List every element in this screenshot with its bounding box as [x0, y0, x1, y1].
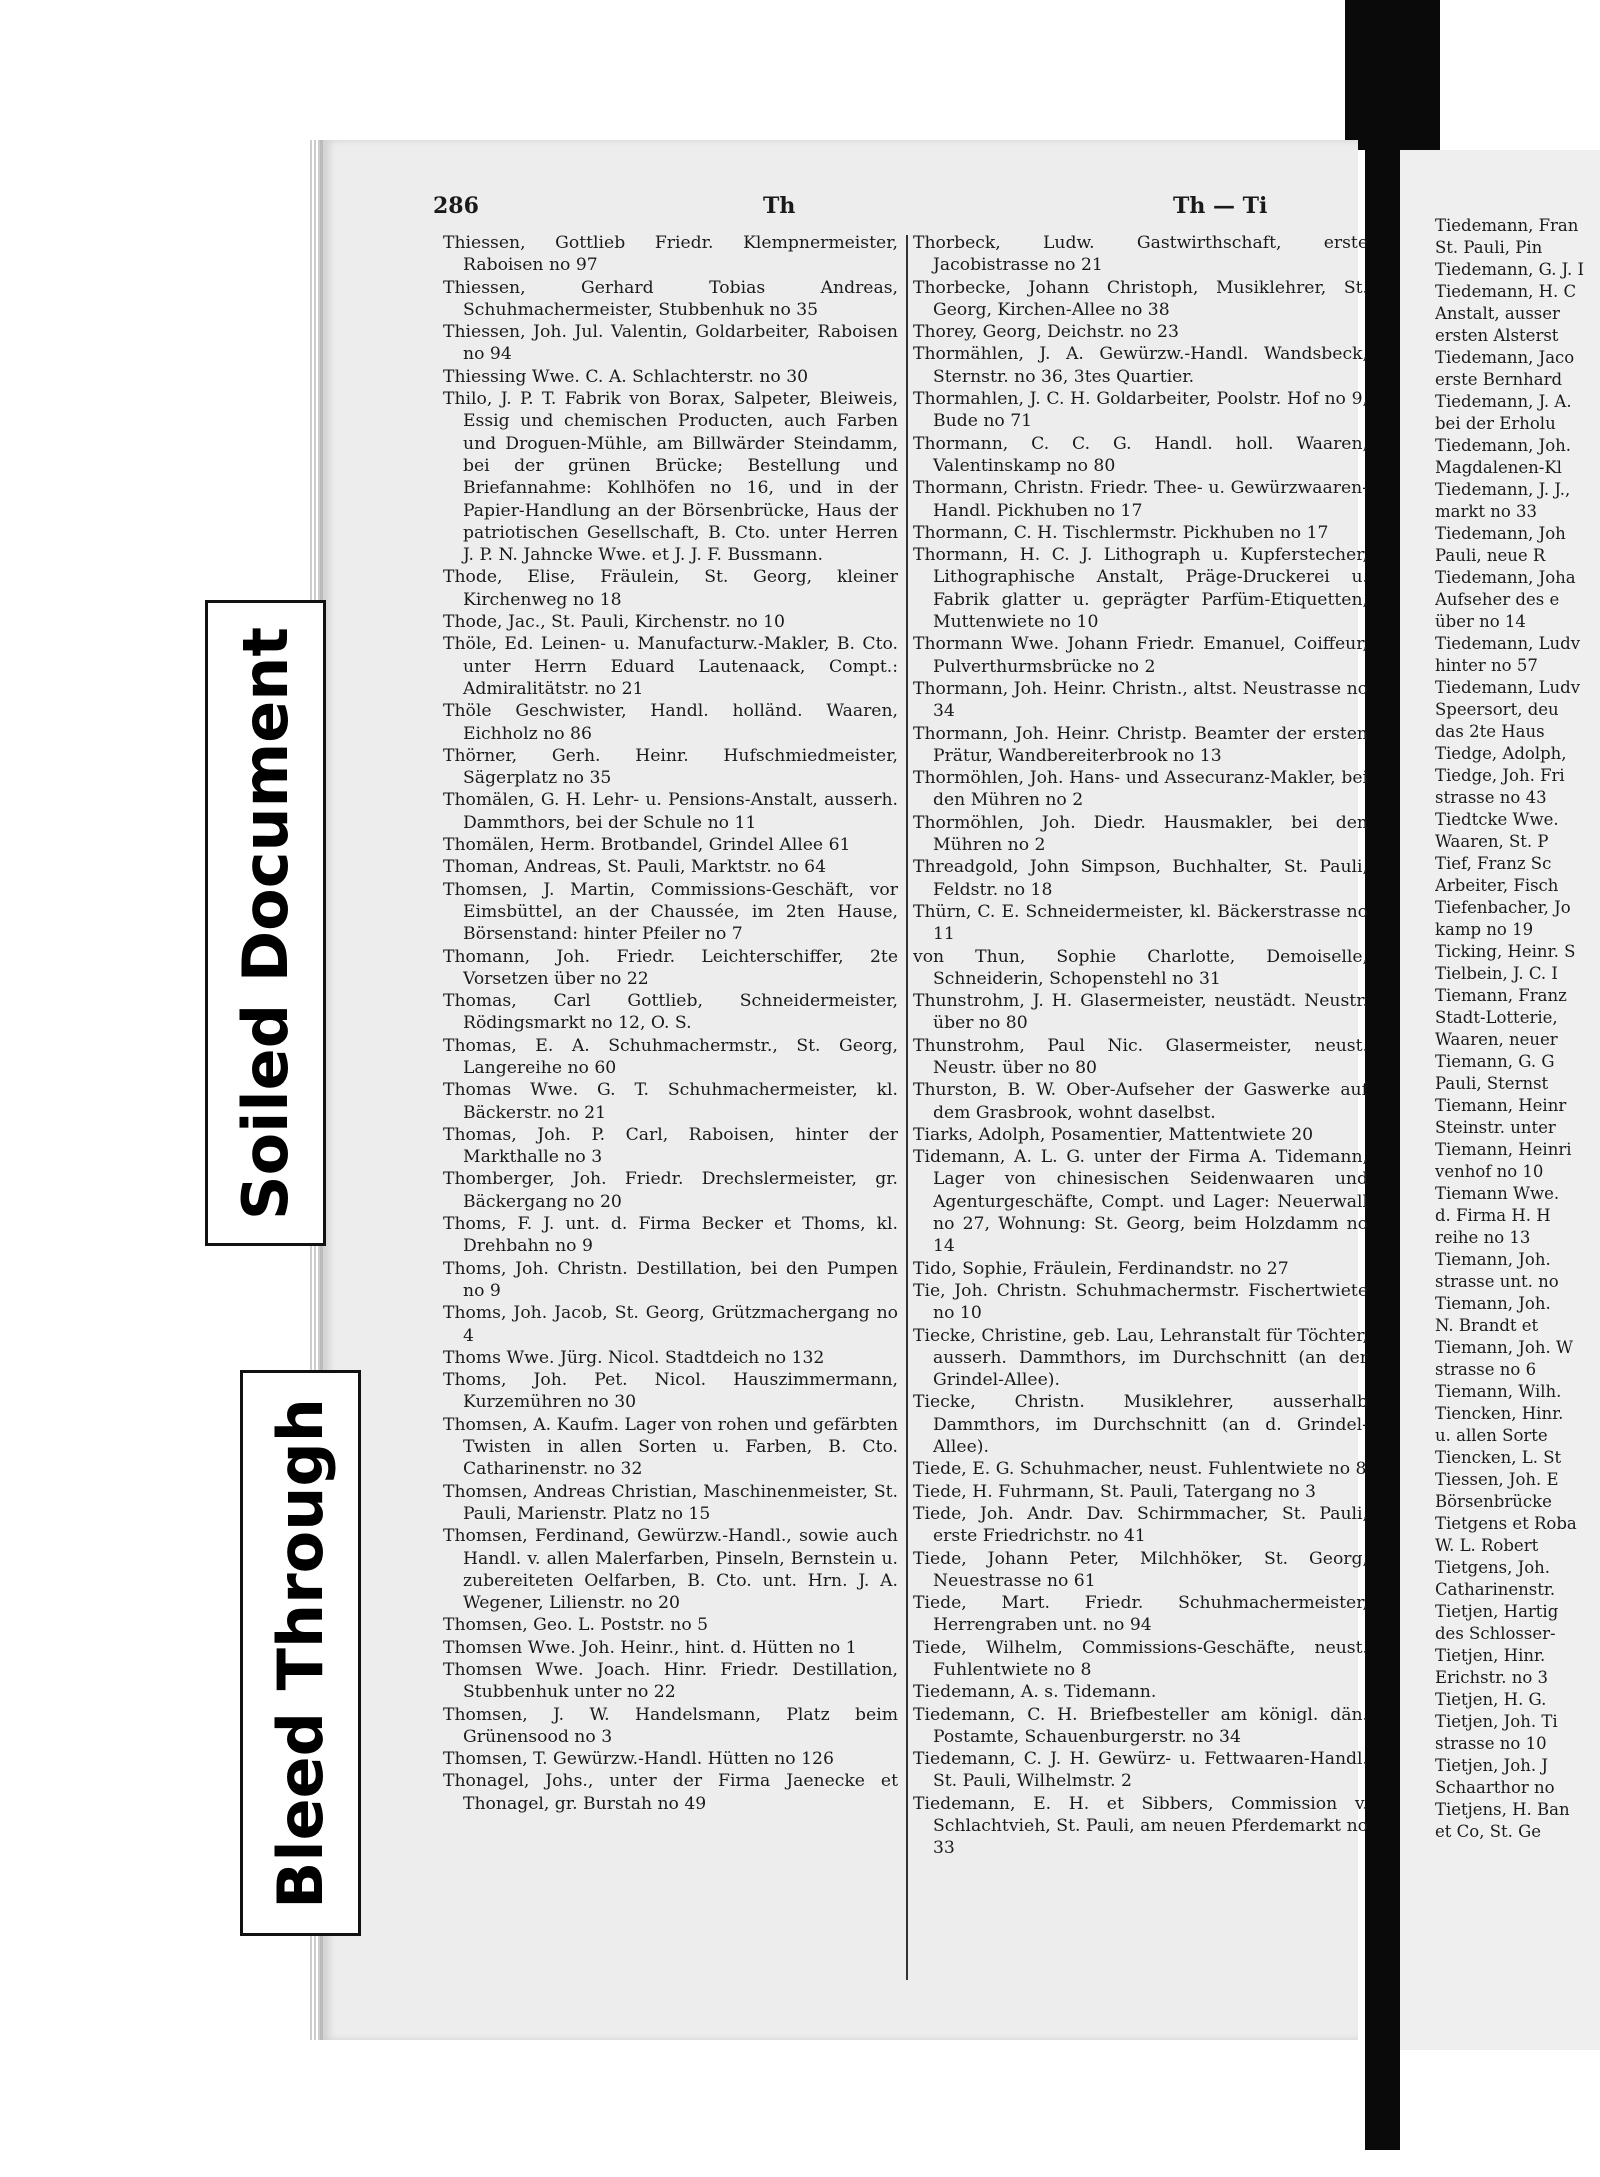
directory-entry: Tiedemann, C. J. H. Gewürz- u. Fettwaaren-Handl. St. Pauli, Wilhelmstr. 2 [913, 1749, 1368, 1792]
directory-entry: Tietgens et Roba [1435, 1514, 1577, 1533]
directory-entry: hinter no 57 [1435, 656, 1538, 675]
directory-entry: Tidemann, A. L. G. unter der Firma A. Tidemann, Lager von chinesischen Seidenwaaren und Agenturgeschäfte, Compt. und Lager: Neuerwall no 27, Wohnung: St. Georg, beim Holzdamm no 14 [913, 1147, 1368, 1257]
directory-entry: Tiede, Wilhelm, Commissions-Geschäfte, neust. Fuhlentwiete no 8 [913, 1637, 1368, 1680]
directory-entry: Tiedemann, E. H. et Sibbers, Commission v. Schlachtvieh, St. Pauli, am neuen Pferdemarkt no 33 [913, 1793, 1368, 1859]
directory-entry: Thomas, E. A. Schuhmachermstr., St. Georg, Langereihe no 60 [443, 1035, 898, 1078]
directory-entry: ersten Alsterst [1435, 326, 1559, 345]
directory-entry: Thiessen, Gerhard Tobias Andreas, Schuhmachermeister, Stubbenhuk no 35 [443, 277, 898, 320]
directory-entry: Thormann, Christn. Friedr. Thee- u. Gewürzwaaren-Handl. Pickhuben no 17 [913, 478, 1368, 521]
directory-entry: Tiemann, Joh. W [1435, 1338, 1573, 1357]
soiled-document-label [205, 600, 326, 1246]
directory-entry: Tietjen, Hartig [1435, 1602, 1559, 1621]
scan-border-right [1365, 150, 1400, 2150]
directory-entry: Catharinenstr. [1435, 1580, 1556, 1599]
directory-entry: et Co, St. Ge [1435, 1822, 1542, 1841]
bleed-through-label [240, 1370, 361, 1936]
directory-entry: Tiemann, Joh. [1435, 1294, 1551, 1313]
directory-entry: Thormann, C. C. G. Handl. holl. Waaren, Valentinskamp no 80 [913, 433, 1368, 476]
directory-entry: Thiessen, Gottlieb Friedr. Klempnermeister, Raboisen no 97 [443, 233, 898, 276]
directory-entry: Thode, Elise, Fräulein, St. Georg, kleiner Kirchenweg no 18 [443, 567, 898, 610]
directory-entry: erste Bernhard [1435, 370, 1563, 389]
directory-entry: Erichstr. no 3 [1435, 1668, 1549, 1687]
directory-entry: Thomberger, Joh. Friedr. Drechslermeister, gr. Bäckergang no 20 [443, 1169, 898, 1212]
directory-entry: Thürn, C. E. Schneidermeister, kl. Bäckerstrasse no 11 [913, 901, 1368, 945]
directory-entry: Thoms, Joh. Christn. Destillation, bei den Pumpen no 9 [443, 1258, 898, 1301]
directory-entry: Pauli, neue R [1435, 546, 1546, 565]
directory-entry: Tiedemann, Joh [1435, 524, 1566, 543]
directory-entry: strasse no 6 [1435, 1360, 1537, 1379]
directory-entry: Thorbeck, Ludw. Gastwirthschaft, erste Jacobistrasse no 21 [913, 233, 1368, 276]
directory-entry: Tiedemann, Jaco [1435, 348, 1575, 367]
directory-entry: Schaarthor no [1435, 1778, 1555, 1797]
directory-entry: Thonagel, Johs., unter der Firma Jaenecke et Thonagel, gr. Burstah no 49 [443, 1771, 898, 1814]
directory-entry: Thomsen, Andreas Christian, Maschinenmeister, St. Pauli, Marienstr. Platz no 15 [443, 1481, 898, 1524]
directory-entry: Tiede, Mart. Friedr. Schuhmachermeister, Herrengraben unt. no 94 [913, 1593, 1368, 1636]
right-column [913, 232, 1368, 2012]
column-divider [906, 235, 908, 1980]
directory-entry: Thomälen, G. H. Lehr- u. Pensions-Anstalt, ausserh. Dammthors, bei der Schule no 11 [443, 790, 898, 833]
directory-entry: Thormann, Joh. Heinr. Christp. Beamter der ersten Prätur, Wandbereiterbrook no 13 [913, 723, 1368, 766]
directory-entry: kamp no 19 [1435, 920, 1534, 939]
adjacent-page-column [1435, 215, 1600, 2035]
directory-entry: Thoms, Joh. Jacob, St. Georg, Grützmachergang no 4 [443, 1303, 898, 1346]
directory-entry: Tiecke, Christine, geb. Lau, Lehranstalt für Töchter, ausserh. Dammthors, im Durchschnitt (an der Grindel-Allee). [913, 1325, 1368, 1391]
directory-entry: Thomas Wwe. G. T. Schuhmachermeister, kl. Bäckerstr. no 21 [443, 1080, 898, 1123]
directory-entry: Thurston, B. W. Ober-Aufseher der Gaswerke auf dem Grasbrook, wohnt daselbst. [913, 1080, 1368, 1123]
directory-entry: Thomsen, T. Gewürzw.-Handl. Hütten no 126 [443, 1749, 834, 1770]
directory-entry: Thormahlen, J. C. H. Goldarbeiter, Poolstr. Hof no 9, Bude no 71 [913, 389, 1368, 432]
directory-entry: venhof no 10 [1435, 1162, 1544, 1181]
directory-entry: Thomann, Joh. Friedr. Leichterschiffer, 2te Vorsetzen über no 22 [443, 946, 898, 989]
directory-entry: Thormann Wwe. Johann Friedr. Emanuel, Coiffeur, Pulverthurmsbrücke no 2 [913, 634, 1368, 677]
directory-entry: Thiessing Wwe. C. A. Schlachterstr. no 30 [443, 366, 809, 387]
directory-entry: Anstalt, ausser [1435, 304, 1560, 323]
directory-entry: Tietjen, H. G. [1435, 1690, 1547, 1709]
directory-entry: Tiede, E. G. Schuhmacher, neust. Fuhlentwiete no 8 [913, 1459, 1367, 1480]
directory-entry: Pauli, Sternst [1435, 1074, 1549, 1093]
directory-entry: Tiedge, Joh. Fri [1435, 766, 1565, 785]
directory-entry: strasse no 43 [1435, 788, 1547, 807]
page-number: 286 [433, 193, 479, 219]
directory-entry: Tiedtcke Wwe. [1435, 810, 1559, 829]
directory-entry: reihe no 13 [1435, 1228, 1531, 1247]
directory-entry: u. allen Sorte [1435, 1426, 1548, 1445]
directory-entry: Thomsen Wwe. Joach. Hinr. Friedr. Destillation, Stubbenhuk unter no 22 [443, 1660, 898, 1703]
directory-entry: strasse unt. no [1435, 1272, 1559, 1291]
directory-entry: Thomälen, Herm. Brotbandel, Grindel Allee 61 [443, 835, 851, 856]
directory-entry: Tiarks, Adolph, Posamentier, Mattentwiete 20 [913, 1124, 1314, 1145]
directory-entry: Steinstr. unter [1435, 1118, 1556, 1137]
directory-entry: Tiemann, Joh. [1435, 1250, 1551, 1269]
directory-page [320, 140, 1368, 2040]
directory-entry: Thomsen, J. W. Handelsmann, Platz beim Grünensood no 3 [443, 1704, 898, 1747]
directory-entry: Thomsen, A. Kaufm. Lager von rohen und gefärbten Twisten in allen Sorten u. Farben, B. Cto. Catharinenstr. no 32 [443, 1414, 898, 1480]
directory-entry: Thoman, Andreas, St. Pauli, Marktstr. no 64 [443, 857, 827, 878]
directory-entry: Ticking, Heinr. S [1435, 942, 1576, 961]
directory-entry: Tiemann, Franz [1435, 986, 1567, 1005]
directory-entry: Tietgens, Joh. [1435, 1558, 1551, 1577]
directory-entry: Aufseher des e [1435, 590, 1560, 609]
directory-entry: d. Firma H. H [1435, 1206, 1551, 1225]
page-header [433, 193, 1338, 225]
directory-entry: Thomas, Carl Gottlieb, Schneidermeister, Rödingsmarkt no 12, O. S. [443, 991, 898, 1034]
directory-entry: Tido, Sophie, Fräulein, Ferdinandstr. no 27 [913, 1258, 1289, 1279]
directory-entry: Tiedemann, J. J., [1435, 480, 1571, 499]
directory-entry: Thunstrohm, J. H. Glasermeister, neustädt. Neustr. über no 80 [913, 991, 1368, 1034]
right-running-head: Th — Ti [1173, 193, 1268, 219]
directory-entry: Thoms, F. J. unt. d. Firma Becker et Thoms, kl. Drehbahn no 9 [443, 1214, 898, 1257]
directory-entry: Thorey, Georg, Deichstr. no 23 [913, 322, 1179, 343]
adjacent-page [1400, 150, 1600, 2050]
directory-entry: Tiedemann, G. J. I [1435, 260, 1585, 279]
directory-entry: Tiedemann, Fran [1435, 216, 1579, 235]
directory-entry: N. Brandt et [1435, 1316, 1539, 1335]
directory-entry: Börsenbrücke [1435, 1492, 1552, 1511]
bleed-through-text: Bleed Through [264, 1397, 337, 1909]
directory-entry: Tiedemann, C. H. Briefbesteller am königl. dän. Postamte, Schauenburgerstr. no 34 [913, 1704, 1368, 1747]
directory-entry: markt no 33 [1435, 502, 1538, 521]
directory-entry: Thomsen, J. Martin, Commissions-Geschäft, vor Eimsbüttel, an der Chaussée, im 2ten Hause, Börsenstand: hinter Pfeiler no 7 [443, 879, 898, 945]
directory-entry: Tiedemann, H. C [1435, 282, 1577, 301]
directory-entry: Stadt-Lotterie, [1435, 1008, 1558, 1027]
directory-entry: Tiessen, Joh. E [1435, 1470, 1559, 1489]
soiled-document-text: Soiled Document [229, 626, 302, 1220]
directory-entry: Tie, Joh. Christn. Schuhmachermstr. Fischertwiete no 10 [913, 1280, 1368, 1324]
directory-entry: Waaren, neuer [1435, 1030, 1558, 1049]
directory-entry: Thormählen, J. A. Gewürzw.-Handl. Wandsbeck, Sternstr. no 36, 3tes Quartier. [913, 344, 1368, 387]
directory-entry: bei der Erholu [1435, 414, 1556, 433]
directory-entry: Tiefenbacher, Jo [1435, 898, 1571, 917]
directory-entry: Thomas, Joh. P. Carl, Raboisen, hinter der Markthalle no 3 [443, 1124, 898, 1168]
directory-entry: des Schlosser- [1435, 1624, 1556, 1643]
directory-entry: Tietjens, H. Ban [1435, 1800, 1570, 1819]
directory-entry: Tiencken, L. St [1435, 1448, 1562, 1467]
directory-entry: Tiedge, Adolph, [1435, 744, 1567, 763]
directory-entry: von Thun, Sophie Charlotte, Demoiselle, Schneiderin, Schopenstehl no 31 [913, 946, 1368, 989]
directory-entry: Magdalenen-Kl [1435, 458, 1562, 477]
directory-entry: Thöle Geschwister, Handl. holländ. Waaren, Eichholz no 86 [443, 701, 898, 744]
directory-entry: Tiede, H. Fuhrmann, St. Pauli, Tatergang no 3 [913, 1481, 1316, 1502]
directory-entry: Thormann, H. C. J. Lithograph u. Kupferstecher, Lithographische Anstalt, Präge-Druckerei u. Fabrik glatter u. geprägter Parfüm-Etiquetten, Muttenwiete no 10 [913, 545, 1368, 633]
directory-entry: Tiedemann, Ludv [1435, 634, 1581, 653]
directory-entry: Tietjen, Joh. Ti [1435, 1712, 1558, 1731]
directory-entry: Thoms, Joh. Pet. Nicol. Hauszimmermann, Kurzemühren no 30 [443, 1370, 898, 1413]
directory-entry: Tief, Franz Sc [1435, 854, 1552, 873]
directory-entry: Tiede, Johann Peter, Milchhöker, St. Georg, Neuestrasse no 61 [913, 1548, 1368, 1591]
directory-entry: Speersort, deu [1435, 700, 1559, 719]
directory-entry: Thoms Wwe. Jürg. Nicol. Stadtdeich no 132 [443, 1347, 825, 1368]
directory-entry: Thormann, Joh. Heinr. Christn., altst. Neustrasse no 34 [913, 678, 1368, 722]
left-running-head: Th [763, 193, 796, 219]
directory-entry: Thunstrohm, Paul Nic. Glasermeister, neust. Neustr. über no 80 [913, 1035, 1368, 1078]
directory-entry: strasse no 10 [1435, 1734, 1547, 1753]
directory-entry: Thormann, C. H. Tischlermstr. Pickhuben no 17 [913, 522, 1329, 543]
directory-entry: Thomsen Wwe. Joh. Heinr., hint. d. Hütten no 1 [443, 1637, 857, 1658]
directory-entry: Tiedemann, J. A. [1435, 392, 1572, 411]
directory-entry: Thomsen, Ferdinand, Gewürzw.-Handl., sowie auch Handl. v. allen Malerfarben, Pinseln, Bernstein u. zubereiteten Oelfarben, B. Cto. unt. Hrn. J. A. Wegener, Lilienstr. no 20 [443, 1526, 898, 1614]
directory-entry: Thode, Jac., St. Pauli, Kirchenstr. no 10 [443, 612, 785, 633]
directory-entry: Tiemann, Wilh. [1435, 1382, 1562, 1401]
directory-entry: Thorbecke, Johann Christoph, Musiklehrer, St. Georg, Kirchen-Allee no 38 [913, 277, 1368, 320]
directory-entry: Tietjen, Hinr. [1435, 1646, 1546, 1665]
directory-entry: Tiecke, Christn. Musiklehrer, ausserhalb Dammthors, im Durchschnitt (an d. Grindel-Allee). [913, 1392, 1368, 1458]
directory-entry: Tiemann, Heinr [1435, 1096, 1567, 1115]
directory-entry: Tiedemann, Ludv [1435, 678, 1581, 697]
directory-entry: Tietjen, Joh. J [1435, 1756, 1548, 1775]
directory-entry: Waaren, St. P [1435, 832, 1549, 851]
directory-entry: Tiedemann, Joh. [1435, 436, 1572, 455]
directory-entry: Thiessen, Joh. Jul. Valentin, Goldarbeiter, Raboisen no 94 [443, 322, 898, 365]
directory-entry: Tiede, Joh. Andr. Dav. Schirmmacher, St. Pauli, erste Friedrichstr. no 41 [913, 1503, 1368, 1547]
directory-entry: das 2te Haus [1435, 722, 1545, 741]
directory-entry: Threadgold, John Simpson, Buchhalter, St. Pauli, Feldstr. no 18 [913, 857, 1368, 900]
directory-entry: Thöle, Ed. Leinen- u. Manufacturw.-Makler, B. Cto. unter Herrn Eduard Lautenaack, Compt.: Admiralitätstr. no 21 [443, 634, 898, 699]
directory-entry: Tiedemann, A. s. Tidemann. [913, 1682, 1157, 1703]
directory-entry: Tiencken, Hinr. [1435, 1404, 1564, 1423]
directory-entry: Arbeiter, Fisch [1435, 876, 1559, 895]
scan-border-top [1345, 0, 1440, 150]
directory-entry: Thörner, Gerh. Heinr. Hufschmiedmeister, Sägerplatz no 35 [443, 745, 898, 789]
directory-entry: Thilo, J. P. T. Fabrik von Borax, Salpeter, Bleiweis, Essig und chemischen Producten, auch Farben und Droguen-Mühle, am Billwärder Steindamm, bei der grünen Brücke; Bestellung und Briefannahme: Kohlhöfen no 16, und in der Papier-Handlung an der Börsenbrücke, Haus der patriotischen Gesellschaft, B. Cto. unter Herren J. P. N. Jahncke Wwe. et J. J. F. Bussmann. [443, 389, 898, 566]
directory-entry: Tielbein, J. C. I [1435, 964, 1558, 983]
directory-entry: W. L. Robert [1435, 1536, 1539, 1555]
left-column [443, 232, 898, 2012]
directory-entry: Thormöhlen, Joh. Hans- und Assecuranz-Makler, bei den Mühren no 2 [913, 768, 1368, 811]
directory-entry: St. Pauli, Pin [1435, 238, 1543, 257]
directory-entry: Thormöhlen, Joh. Diedr. Hausmakler, bei den Mühren no 2 [913, 812, 1368, 856]
directory-entry: Tiemann, Heinri [1435, 1140, 1572, 1159]
directory-entry: über no 14 [1435, 612, 1526, 631]
directory-entry: Tiemann, G. G [1435, 1052, 1555, 1071]
directory-entry: Thomsen, Geo. L. Poststr. no 5 [443, 1615, 709, 1636]
directory-entry: Tiemann Wwe. [1435, 1184, 1560, 1203]
directory-entry: Tiedemann, Joha [1435, 568, 1576, 587]
